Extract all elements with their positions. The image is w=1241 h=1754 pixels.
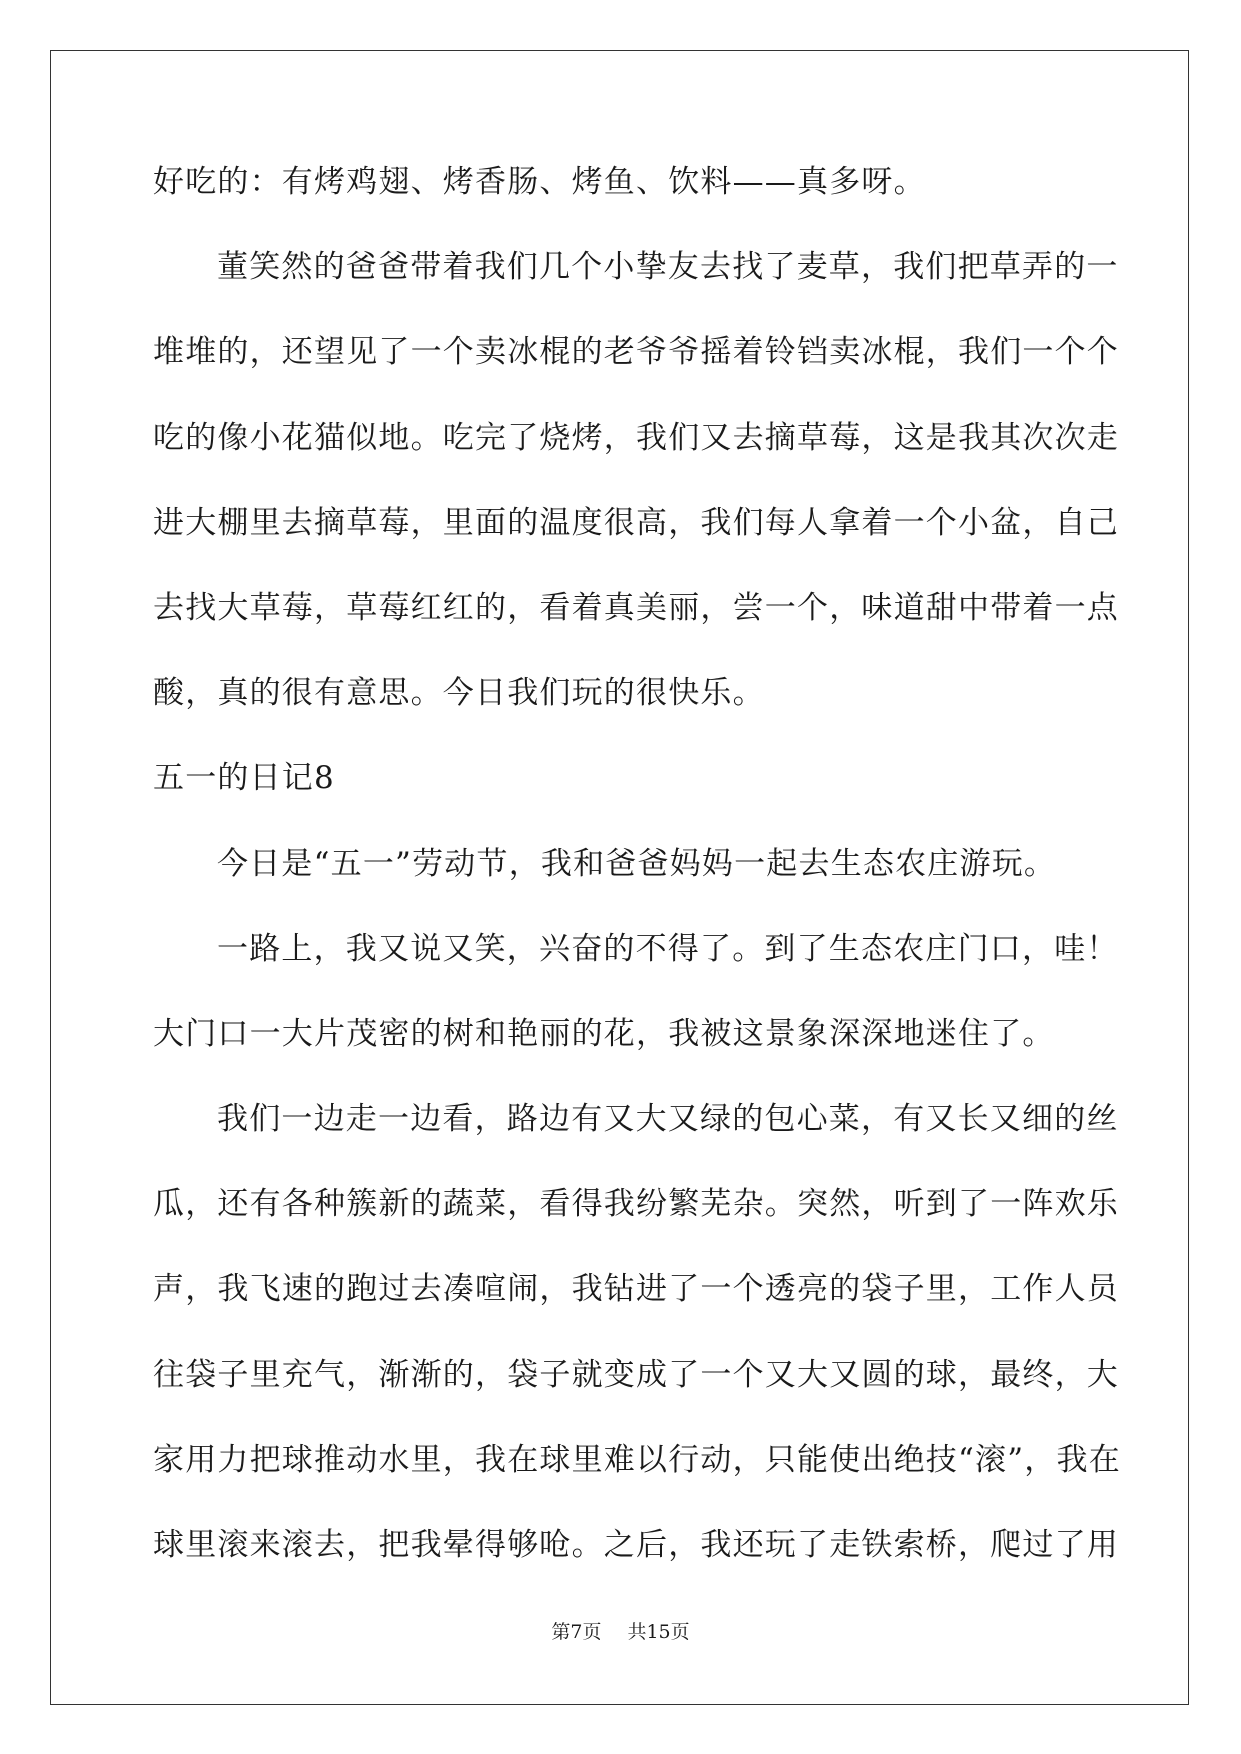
page-footer xyxy=(0,1617,1241,1644)
text-line: 去找大草莓，草莓红红的，看着真美丽，尝一个，味道甜中带着一点 xyxy=(153,589,1119,626)
text-line: 球里滚来滚去，把我晕得够呛。之后，我还玩了走铁索桥，爬过了用 xyxy=(153,1527,1119,1563)
text-line: 吃的像小花猫似地。吃完了烧烤，我们又去摘草莓，这是我其次次走 xyxy=(153,419,1119,456)
document-body xyxy=(153,160,1121,1608)
text-line: 堆堆的，还望见了一个卖冰棍的老爷爷摇着铃铛卖冰棍，我们一个个 xyxy=(153,334,1119,371)
paragraph-first-line: 一路上，我又说又笑，兴奋的不得了。到了生态农庄门口，哇！ xyxy=(217,930,1119,967)
text-line: 往袋子里充气，渐渐的，袋子就变成了一个又大又圆的球，最终，大 xyxy=(153,1356,1119,1393)
section-heading: 五一的日记8 xyxy=(153,760,335,797)
paragraph-first-line: 今日是“五一”劳动节，我和爸爸妈妈一起去生态农庄游玩。 xyxy=(217,845,1057,882)
text-line: 瓜，还有各种簇新的蔬菜，看得我纷繁芜杂。突然，听到了一阵欢乐 xyxy=(153,1186,1119,1223)
text-line: 好吃的：有烤鸡翅、烤香肠、烤鱼、饮料——真多呀。 xyxy=(153,164,926,200)
text-line: 家用力把球推动水里，我在球里难以行动，只能使出绝技“滚”，我在 xyxy=(153,1441,1121,1478)
paragraph-first-line: 我们一边走一边看，路边有又大又绿的包心菜，有又长又细的丝 xyxy=(217,1101,1119,1138)
text-line: 声，我飞速的跑过去凑喧闹，我钻进了一个透亮的袋子里，工作人员 xyxy=(153,1271,1119,1308)
text-line: 大门口一大片茂密的树和艳丽的花，我被这景象深深地迷住了。 xyxy=(153,1015,1055,1052)
text-line: 进大棚里去摘草莓，里面的温度很高，我们每人拿着一个小盆，自己 xyxy=(153,504,1119,541)
paragraph-first-line: 董笑然的爸爸带着我们几个小挚友去找了麦草，我们把草弄的一 xyxy=(217,249,1119,286)
page-total: 共15页 xyxy=(627,1621,690,1643)
text-line: 酸，真的很有意思。今日我们玩的很快乐。 xyxy=(153,675,765,712)
page-number: 第7页 xyxy=(551,1621,602,1643)
